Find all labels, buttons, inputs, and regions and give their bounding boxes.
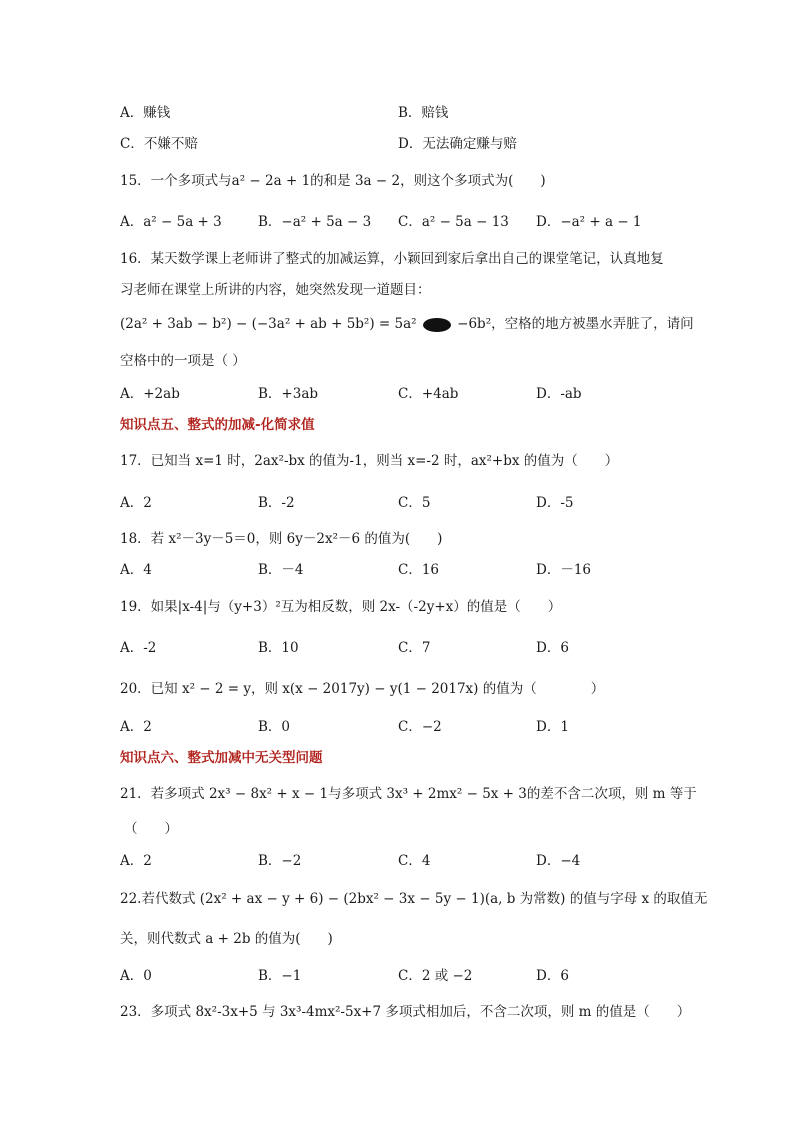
q16-equation-right: −6b²，空格的地方被墨水弄脏了，请问 xyxy=(457,316,694,332)
q22-option-c: C．2 或 −2 xyxy=(398,968,473,984)
q14-option-d: D．无法确定赚与赔 xyxy=(398,136,517,152)
section-heading-6: 知识点六、整式加减中无关型问题 xyxy=(120,750,323,766)
q20-option-d: D．1 xyxy=(536,719,569,735)
q16-option-a: A．+2ab xyxy=(120,386,180,402)
q14-option-b: B．赔钱 xyxy=(398,105,449,121)
q20-stem: 20．已知 x² − 2 = y，则 x(x − 2017y) − y(1 − 2017x) 的值为（ ） xyxy=(120,681,605,697)
q17-option-c: C．5 xyxy=(398,495,431,511)
q18-option-b: B．－4 xyxy=(258,562,304,578)
q16-equation-line xyxy=(120,315,694,333)
q22-option-d: D．6 xyxy=(536,968,569,984)
q15-option-a: A．a² − 5a + 3 xyxy=(120,214,222,230)
q17-option-d: D．-5 xyxy=(536,495,574,511)
ink-blot xyxy=(423,318,451,332)
q23-stem: 23．多项式 8x²-3x+5 与 3x³-4mx²-5x+7 多项式相加后，不含二次项，则 m 的值是（ ） xyxy=(120,1004,691,1020)
q21-option-b: B．−2 xyxy=(258,853,302,869)
q18-stem: 18．若 x²－3y－5＝0，则 6y－2x²－6 的值为( ) xyxy=(120,531,443,547)
q17-option-b: B．-2 xyxy=(258,495,295,511)
q16-line-1: 16．某天数学课上老师讲了整式的加减运算，小颖回到家后拿出自己的课堂笔记，认真地复 xyxy=(120,251,664,267)
q16-equation-left: (2a² + 3ab − b²) − (−3a² + ab + 5b²) = 5a² xyxy=(120,316,417,332)
q17-option-a: A．2 xyxy=(120,495,152,511)
q19-stem: 19．如果|x-4|与（y+3）²互为相反数，则 2x-（-2y+x）的值是（ ） xyxy=(120,599,562,615)
q18-option-a: A．4 xyxy=(120,562,152,578)
q15-option-c: C．a² − 5a − 13 xyxy=(398,214,509,230)
q20-option-a: A．2 xyxy=(120,719,152,735)
q15-stem: 15．一个多项式与a² − 2a + 1的和是 3a − 2，则这个多项式为( ) xyxy=(120,173,546,189)
q14-option-c: C．不嫌不赔 xyxy=(120,136,198,152)
q16-line-4: 空格中的一项是（ ） xyxy=(120,353,246,369)
q19-option-d: D．6 xyxy=(536,640,569,656)
q20-option-b: B．0 xyxy=(258,719,291,735)
q22-stem: 22.若代数式 (2x² + ax − y + 6) − (2bx² − 3x − 5y − 1)(a, b 为常数) 的值与字母 x 的取值无 xyxy=(120,891,708,907)
q19-option-c: C．7 xyxy=(398,640,431,656)
q16-option-c: C．+4ab xyxy=(398,386,459,402)
q22-option-a: A．0 xyxy=(120,968,152,984)
q15-option-d: D．−a² + a − 1 xyxy=(536,214,642,230)
q20-option-c: C．−2 xyxy=(398,719,442,735)
q21-option-c: C．4 xyxy=(398,853,431,869)
q21-option-d: D．−4 xyxy=(536,853,581,869)
q16-line-2: 习老师在课堂上所讲的内容，她突然发现一道题目： xyxy=(120,282,431,298)
q22-stem-continuation: 关，则代数式 a + 2b 的值为( ) xyxy=(120,931,333,947)
q15-option-b: B．−a² + 5a − 3 xyxy=(258,214,372,230)
q22-option-b: B．−1 xyxy=(258,968,302,984)
q16-option-b: B．+3ab xyxy=(258,386,319,402)
q18-option-d: D．－16 xyxy=(536,562,592,578)
q21-stem: 21．若多项式 2x³ − 8x² + x − 1与多项式 3x³ + 2mx² − 5x + 3的差不含二次项，则 m 等于 xyxy=(120,786,697,802)
q19-option-a: A．-2 xyxy=(120,640,157,656)
q17-stem: 17．已知当 x=1 时，2ax²-bx 的值为-1，则当 x=-2 时，ax²+bx 的值为（ ） xyxy=(120,453,619,469)
q19-option-b: B．10 xyxy=(258,640,299,656)
q16-option-d: D．-ab xyxy=(536,386,582,402)
q21-option-a: A．2 xyxy=(120,853,152,869)
q14-option-a: A．赚钱 xyxy=(120,105,171,121)
q21-stem-continuation: （ ） xyxy=(124,821,178,837)
section-heading-5: 知识点五、整式的加减-化简求值 xyxy=(120,417,315,433)
q18-option-c: C．16 xyxy=(398,562,440,578)
